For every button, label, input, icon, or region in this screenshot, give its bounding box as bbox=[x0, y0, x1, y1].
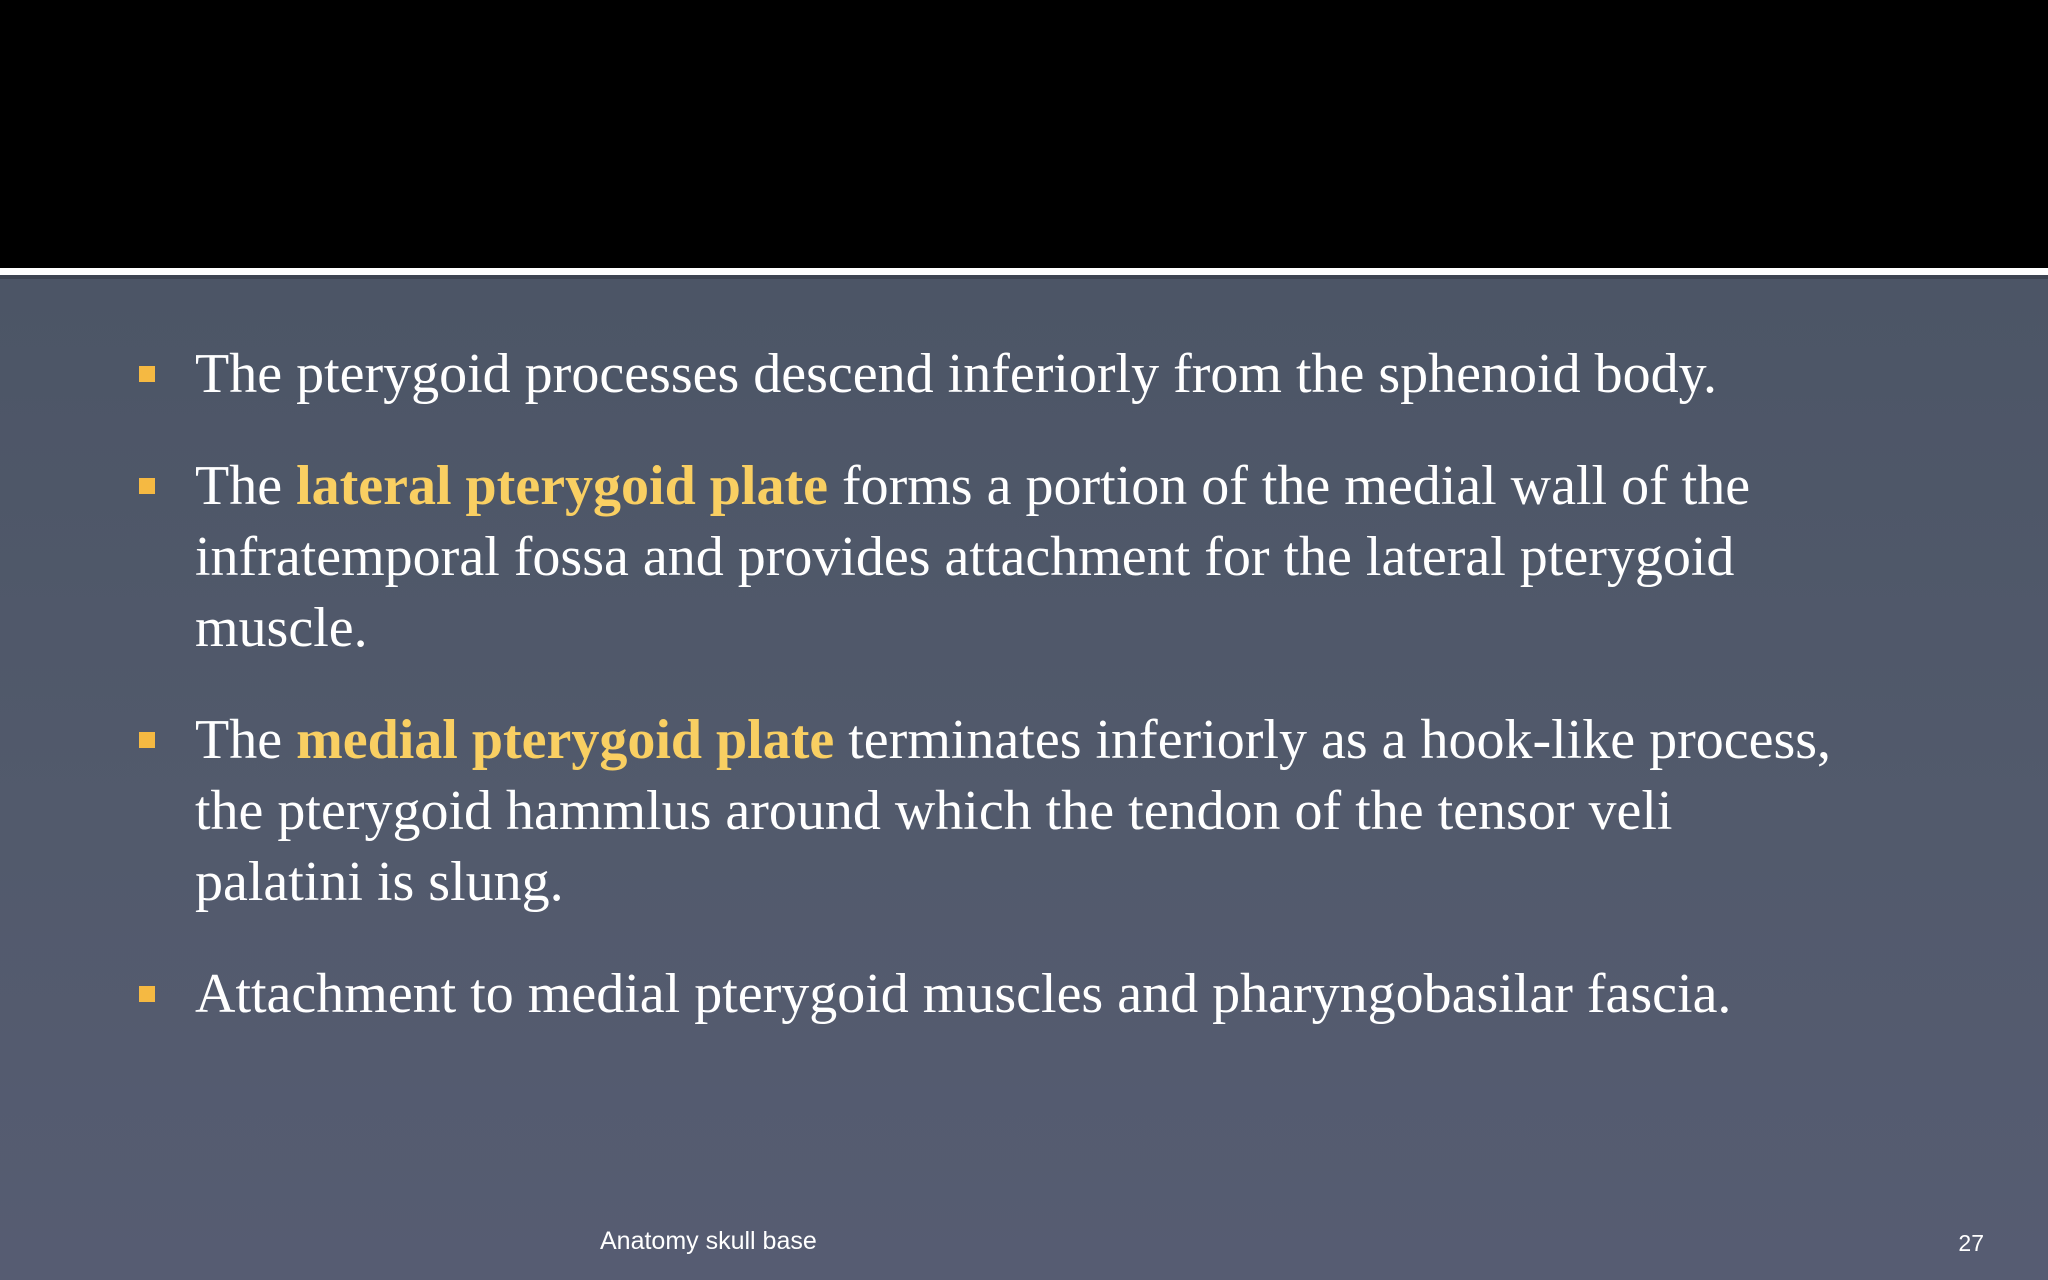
square-bullet-icon bbox=[139, 478, 155, 494]
bullet-item bbox=[0, 959, 1835, 1030]
bullet-item bbox=[0, 451, 1835, 664]
bullet-item bbox=[0, 705, 1835, 918]
title-divider bbox=[0, 268, 2048, 275]
square-bullet-icon bbox=[139, 986, 155, 1002]
bullet-text: Attachment to medial pterygoid muscles and pharyngobasilar fascia. bbox=[195, 963, 1732, 1025]
square-bullet-icon bbox=[139, 732, 155, 748]
highlighted-term: lateral pterygoid plate bbox=[296, 455, 828, 517]
bullet-text: terminates inferiorly as a hook-like process, the pterygoid hammlus around which the tendon of the tensor veli palatini is slung. bbox=[195, 709, 1832, 913]
bullet-item bbox=[0, 339, 1835, 410]
bullet-text: The pterygoid processes descend inferiorly from the sphenoid body. bbox=[195, 343, 1717, 405]
bullet-text: The bbox=[195, 709, 297, 771]
slide-content bbox=[0, 279, 2048, 1280]
footer-label: Anatomy skull base bbox=[600, 1227, 817, 1255]
title-band bbox=[0, 0, 2048, 268]
highlighted-term: medial pterygoid plate bbox=[296, 709, 835, 771]
bullet-list bbox=[0, 339, 2048, 1071]
bullet-text: The bbox=[195, 455, 297, 517]
bullet-text: forms a portion of the medial wall of the infratemporal fossa and provides attachment for the lateral pterygoid muscle. bbox=[195, 455, 1751, 659]
page-number: 27 bbox=[1958, 1230, 1984, 1256]
square-bullet-icon bbox=[139, 366, 155, 382]
